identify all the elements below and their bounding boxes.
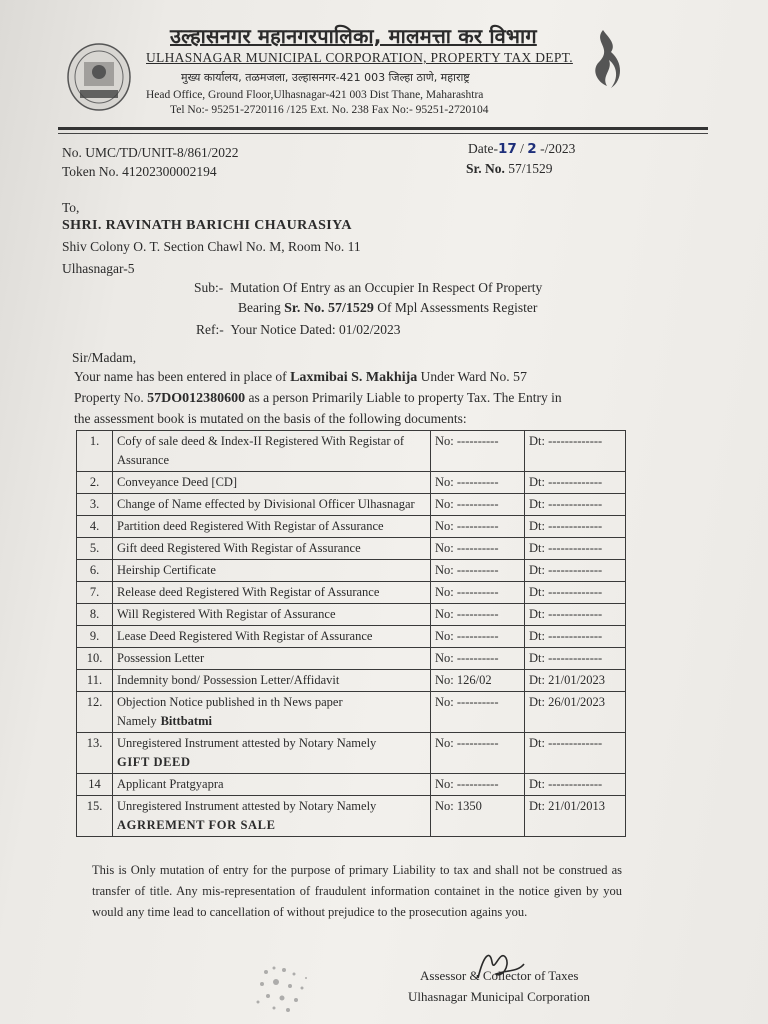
row-document-date: Dt: 21/01/2023 (525, 670, 626, 692)
row-description (113, 494, 431, 516)
addressee-address-line1: Shiv Colony O. T. Section Chawl No. M, Room No. 11 (62, 239, 361, 254)
row-number: 15. (77, 796, 113, 837)
row-description-detail: GIFT DEED (117, 755, 191, 769)
header-address-english: Head Office, Ground Floor,Ulhasnagar-421 003 Dist Thane, Maharashtra (146, 89, 484, 101)
row-description (113, 431, 431, 472)
document-row (77, 648, 626, 670)
row-description (113, 604, 431, 626)
row-number: 9. (77, 626, 113, 648)
row-document-number: No: ---------- (431, 582, 525, 604)
signatory-organisation: Ulhasnagar Municipal Corporation (408, 989, 590, 1004)
row-description-text: Conveyance Deed [CD] (117, 475, 238, 489)
subject-bearing: Bearing (238, 300, 281, 315)
row-description (113, 538, 431, 560)
row-document-date: Dt: ------------- (525, 626, 626, 648)
body-line3: the assessment book is mutated on the basis of the following documents: (74, 411, 467, 426)
row-description-text: Objection Notice published in th News paper Namely (117, 695, 343, 728)
document-row (77, 431, 626, 472)
date-field (468, 141, 575, 157)
document-row (77, 582, 626, 604)
row-description (113, 582, 431, 604)
row-description-detail: Bittbatmi (160, 714, 212, 728)
ward-number: 57 (513, 370, 528, 385)
row-document-date: Dt: ------------- (525, 560, 626, 582)
row-number: 12. (77, 692, 113, 733)
serial-number-label: Sr. No. (466, 161, 505, 176)
header-address-hindi: मुख्य कार्यालय, तळमजला, उल्हासनगर-421 003 जिल्हा ठाणे, महाराष्ट्र (181, 71, 470, 84)
row-description (113, 648, 431, 670)
reference-label: Ref:- (196, 322, 224, 337)
row-document-date: Dt: 21/01/2013 (525, 796, 626, 837)
serial-number (466, 161, 553, 177)
flame-emblem-logo (583, 26, 623, 92)
date-month-handwritten: 2 (527, 141, 537, 157)
row-document-date: Dt: ------------- (525, 648, 626, 670)
reference-line (196, 322, 401, 338)
addressee-name: SHRI. RAVINATH BARICHI CHAURASIYA (62, 218, 352, 233)
subject-label: Sub:- (194, 280, 224, 295)
row-number: 14 (77, 774, 113, 796)
body-line1 (74, 369, 527, 386)
token-number: Token No. 41202300002194 (62, 164, 217, 179)
row-description (113, 670, 431, 692)
date-separator: / (520, 141, 524, 156)
date-day-handwritten: 17 (497, 141, 517, 157)
row-number: 4. (77, 516, 113, 538)
body-line2 (74, 390, 562, 407)
document-row (77, 516, 626, 538)
row-document-number: No: ---------- (431, 604, 525, 626)
document-row (77, 670, 626, 692)
row-document-number: No: ---------- (431, 774, 525, 796)
row-document-number: No: ---------- (431, 516, 525, 538)
disclaimer-paragraph: This is Only mutation of entry for the purpose of primary Liability to tax and shall not be construed as transfer of title. Any mis-representation of fraudulent information containet in the notice given by you would any time lead to cancellation of without prejudice to the prosecution agains you. (92, 863, 622, 919)
document-row (77, 472, 626, 494)
row-document-number: No: ---------- (431, 648, 525, 670)
row-number: 10. (77, 648, 113, 670)
previous-owner-name: Laxmibai S. Makhija (290, 370, 418, 385)
subject-register: Of Mpl Assessments Register (377, 300, 538, 315)
row-description-text: Gift deed Registered With Registar of Assurance (117, 541, 361, 555)
row-description (113, 796, 431, 837)
header-divider-thick (58, 127, 708, 130)
reference-number: No. UMC/TD/UNIT-8/861/2022 (62, 145, 239, 160)
row-description-text: Will Registered With Registar of Assurance (117, 607, 336, 621)
row-description-text: Partition deed Registered With Registar of Assurance (117, 519, 384, 533)
row-number: 8. (77, 604, 113, 626)
row-document-date: Dt: ------------- (525, 582, 626, 604)
row-description-text: Lease Deed Registered With Registar of Assurance (117, 629, 373, 643)
row-number: 5. (77, 538, 113, 560)
subject-line2 (238, 300, 537, 317)
body-text: Your name has been entered in place of (74, 369, 287, 384)
municipal-seal-logo (66, 42, 132, 112)
salutation: Sir/Madam, (72, 350, 137, 365)
body-text-2: as a person Primarily Liable to property Tax. The Entry in (248, 390, 562, 405)
document-row (77, 494, 626, 516)
row-document-number: No: ---------- (431, 626, 525, 648)
row-description (113, 516, 431, 538)
document-row (77, 733, 626, 774)
header-divider-thin (58, 133, 708, 134)
row-document-number: No: 1350 (431, 796, 525, 837)
row-document-date: Dt: 26/01/2023 (525, 692, 626, 733)
subject-line1 (194, 280, 542, 296)
row-description (113, 733, 431, 774)
documents-table-body (77, 431, 626, 837)
documents-table (76, 430, 626, 837)
row-document-date: Dt: ------------- (525, 516, 626, 538)
date-year: -/2023 (540, 141, 576, 156)
row-number: 11. (77, 670, 113, 692)
row-description (113, 626, 431, 648)
row-document-date: Dt: ------------- (525, 494, 626, 516)
serial-number-value: 57/1529 (508, 161, 553, 176)
row-description-text: Change of Name effected by Divisional Officer Ulhasnagar (117, 497, 415, 511)
row-document-number: No: ---------- (431, 538, 525, 560)
row-document-number: No: ---------- (431, 692, 525, 733)
row-document-date: Dt: ------------- (525, 431, 626, 472)
row-description-text: Heirship Certificate (117, 563, 216, 577)
header-telephone: Tel No:- 95251-2720116 /125 Ext. No. 238 Fax No:- 95251-2720104 (170, 104, 489, 116)
header-title-hindi: उल्हासनगर महानगरपालिका, मालमत्ता कर विभाग (170, 24, 537, 48)
signatory-title: Assessor & Collector of Taxes (420, 968, 579, 983)
property-label: Property No. (74, 390, 144, 405)
row-description-text: Applicant Pratgyapra (117, 777, 224, 791)
row-document-date: Dt: ------------- (525, 604, 626, 626)
row-number: 7. (77, 582, 113, 604)
row-document-number: No: ---------- (431, 560, 525, 582)
row-number: 6. (77, 560, 113, 582)
row-description (113, 774, 431, 796)
row-document-date: Dt: ------------- (525, 472, 626, 494)
document-row (77, 692, 626, 733)
row-document-number: No: ---------- (431, 472, 525, 494)
row-document-number: No: ---------- (431, 494, 525, 516)
row-description-detail: AGRREMENT FOR SALE (117, 818, 276, 832)
row-description (113, 692, 431, 733)
addressee-address-line2: Ulhasnagar-5 (62, 261, 135, 276)
subject-text: Mutation Of Entry as an Occupier In Respect Of Property (230, 280, 543, 295)
row-document-date: Dt: ------------- (525, 733, 626, 774)
row-number: 13. (77, 733, 113, 774)
document-row (77, 774, 626, 796)
row-description-text: Cofy of sale deed & Index-II Registered With Registar of Assurance (117, 434, 405, 467)
row-number: 2. (77, 472, 113, 494)
row-description-text: Possession Letter (117, 651, 205, 665)
row-number: 1. (77, 431, 113, 472)
document-row (77, 796, 626, 837)
document-row (77, 626, 626, 648)
row-description (113, 472, 431, 494)
property-number: 57DO012380600 (147, 391, 246, 406)
to-label: To, (62, 200, 80, 215)
row-description-text: Indemnity bond/ Possession Letter/Affidavit (117, 673, 340, 687)
row-document-date: Dt: ------------- (525, 538, 626, 560)
document-row (77, 604, 626, 626)
subject-serial-number: Sr. No. 57/1529 (284, 301, 374, 316)
header-title-english: ULHASNAGAR MUNICIPAL CORPORATION, PROPERTY TAX DEPT. (146, 50, 573, 65)
row-number: 3. (77, 494, 113, 516)
row-description-text: Release deed Registered With Registar of Assurance (117, 585, 380, 599)
row-document-number: No: ---------- (431, 733, 525, 774)
row-description (113, 560, 431, 582)
row-description-text: Unregistered Instrument attested by Notary Namely (117, 736, 377, 750)
date-label: Date- (468, 141, 498, 156)
row-document-number: No: ---------- (431, 431, 525, 472)
row-description-text: Unregistered Instrument attested by Notary Namely (117, 799, 377, 813)
document-row (77, 560, 626, 582)
row-document-date: Dt: ------------- (525, 774, 626, 796)
ward-label: Under Ward No. (420, 369, 510, 384)
reference-text: Your Notice Dated: 01/02/2023 (230, 322, 401, 337)
document-row (77, 538, 626, 560)
row-document-number: No: 126/02 (431, 670, 525, 692)
office-stamp (246, 958, 324, 1018)
